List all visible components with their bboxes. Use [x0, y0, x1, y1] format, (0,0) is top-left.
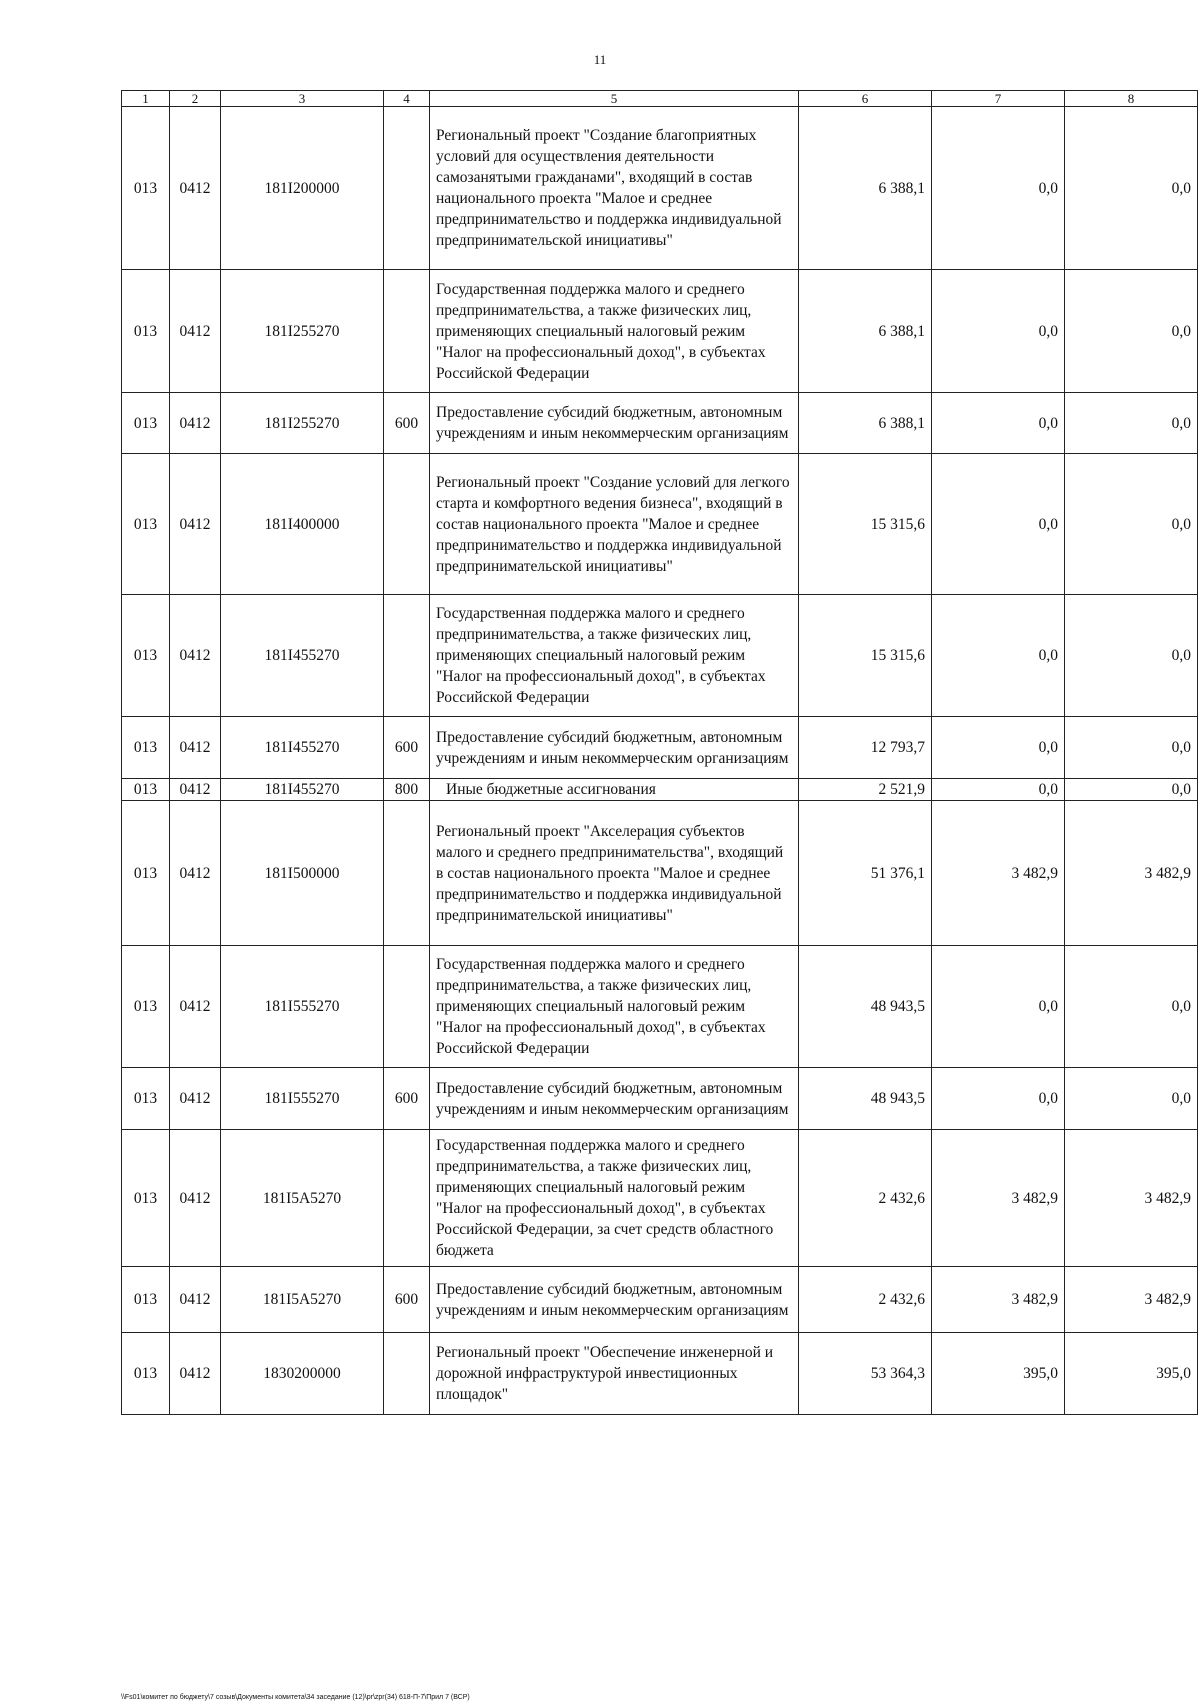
amount-2021-cell: 6 388,1	[799, 107, 932, 270]
item-name-cell: Региональный проект "Обеспечение инженерной и дорожной инфраструктурой инвестиционных площадок"	[430, 1333, 799, 1415]
table-row	[122, 1333, 1198, 1415]
table-row	[122, 1267, 1198, 1333]
amount-2023-cell: 395,0	[1065, 1333, 1198, 1415]
section-code-cell: 0412	[170, 779, 221, 801]
column-header-8: 8	[1065, 91, 1198, 107]
item-name-cell: Иные бюджетные ассигнования	[430, 779, 799, 801]
table-body	[122, 107, 1198, 1415]
budget-code-cell: 013	[122, 454, 170, 595]
table-header	[122, 91, 1198, 107]
amount-2022-cell: 0,0	[932, 393, 1065, 454]
amount-2022-cell: 3 482,9	[932, 1130, 1065, 1267]
expense-type-cell: 600	[384, 393, 430, 454]
section-code-cell: 0412	[170, 717, 221, 779]
section-code-cell: 0412	[170, 1333, 221, 1415]
amount-2022-cell: 0,0	[932, 717, 1065, 779]
amount-2023-cell: 3 482,9	[1065, 1267, 1198, 1333]
budget-code-cell: 013	[122, 717, 170, 779]
expense-type-cell	[384, 1130, 430, 1267]
amount-2022-cell: 0,0	[932, 595, 1065, 717]
item-name-cell: Региональный проект "Создание благоприятных условий для осуществления деятельности самозанятыми гражданами", входящий в состав национального проекта "Малое и среднее предпринимательство и поддержка индивидуальной предпринимательской инициативы"	[430, 107, 799, 270]
section-code-cell: 0412	[170, 801, 221, 946]
column-header-2: 2	[170, 91, 221, 107]
expense-type-cell: 800	[384, 779, 430, 801]
amount-2021-cell: 53 364,3	[799, 1333, 932, 1415]
expense-type-cell	[384, 595, 430, 717]
target-article-cell: 181I255270	[221, 270, 384, 393]
item-name-cell: Предоставление субсидий бюджетным, автономным учреждениям и иным некоммерческим организациям	[430, 1068, 799, 1130]
amount-2022-cell: 3 482,9	[932, 1267, 1065, 1333]
item-name-cell: Государственная поддержка малого и среднего предпринимательства, а также физических лиц, применяющих специальный налоговый режим "Налог на профессиональный доход", в субъектах Российской Федерации	[430, 946, 799, 1068]
table-row	[122, 454, 1198, 595]
item-name-cell: Предоставление субсидий бюджетным, автономным учреждениям и иным некоммерческим организациям	[430, 393, 799, 454]
column-header-3: 3	[221, 91, 384, 107]
amount-2022-cell: 0,0	[932, 454, 1065, 595]
section-code-cell: 0412	[170, 1068, 221, 1130]
budget-code-cell: 013	[122, 1267, 170, 1333]
amount-2022-cell: 0,0	[932, 270, 1065, 393]
column-header-7: 7	[932, 91, 1065, 107]
target-article-cell: 181I455270	[221, 717, 384, 779]
header-row	[122, 91, 1198, 107]
budget-code-cell: 013	[122, 801, 170, 946]
page-number: 11	[593, 52, 607, 67]
table-row	[122, 801, 1198, 946]
section-code-cell: 0412	[170, 595, 221, 717]
column-header-1: 1	[122, 91, 170, 107]
target-article-cell: 181I555270	[221, 1068, 384, 1130]
amount-2021-cell: 15 315,6	[799, 454, 932, 595]
amount-2023-cell: 0,0	[1065, 270, 1198, 393]
amount-2023-cell: 3 482,9	[1065, 801, 1198, 946]
amount-2022-cell: 0,0	[932, 946, 1065, 1068]
table-row	[122, 393, 1198, 454]
budget-code-cell: 013	[122, 1333, 170, 1415]
table-row	[122, 1130, 1198, 1267]
amount-2021-cell: 15 315,6	[799, 595, 932, 717]
budget-code-cell: 013	[122, 779, 170, 801]
amount-2021-cell: 6 388,1	[799, 270, 932, 393]
amount-2022-cell: 395,0	[932, 1333, 1065, 1415]
amount-2021-cell: 48 943,5	[799, 946, 932, 1068]
amount-2023-cell: 0,0	[1065, 107, 1198, 270]
amount-2021-cell: 2 521,9	[799, 779, 932, 801]
budget-code-cell: 013	[122, 1068, 170, 1130]
amount-2021-cell: 48 943,5	[799, 1068, 932, 1130]
table-row	[122, 270, 1198, 393]
table-row	[122, 1068, 1198, 1130]
section-code-cell: 0412	[170, 107, 221, 270]
expense-type-cell: 600	[384, 1068, 430, 1130]
amount-2023-cell: 0,0	[1065, 454, 1198, 595]
budget-code-cell: 013	[122, 1130, 170, 1267]
target-article-cell: 181I5A5270	[221, 1130, 384, 1267]
section-code-cell: 0412	[170, 1267, 221, 1333]
column-header-4: 4	[384, 91, 430, 107]
expense-type-cell	[384, 801, 430, 946]
target-article-cell: 181I455270	[221, 595, 384, 717]
item-name-cell: Государственная поддержка малого и среднего предпринимательства, а также физических лиц, применяющих специальный налоговый режим "Налог на профессиональный доход", в субъектах Российской Федерации	[430, 270, 799, 393]
expense-type-cell	[384, 946, 430, 1068]
amount-2022-cell: 0,0	[932, 107, 1065, 270]
expense-type-cell: 600	[384, 1267, 430, 1333]
amount-2021-cell: 2 432,6	[799, 1267, 932, 1333]
amount-2021-cell: 51 376,1	[799, 801, 932, 946]
column-header-5: 5	[430, 91, 799, 107]
expense-type-cell: 600	[384, 717, 430, 779]
target-article-cell: 181I455270	[221, 779, 384, 801]
table-row	[122, 779, 1198, 801]
budget-code-cell: 013	[122, 107, 170, 270]
column-header-6: 6	[799, 91, 932, 107]
table-row	[122, 946, 1198, 1068]
expense-type-cell	[384, 1333, 430, 1415]
expense-type-cell	[384, 454, 430, 595]
budget-code-cell: 013	[122, 270, 170, 393]
amount-2023-cell: 0,0	[1065, 946, 1198, 1068]
amount-2023-cell: 0,0	[1065, 595, 1198, 717]
amount-2021-cell: 6 388,1	[799, 393, 932, 454]
table-row	[122, 717, 1198, 779]
item-name-cell: Государственная поддержка малого и среднего предпринимательства, а также физических лиц, применяющих специальный налоговый режим "Налог на профессиональный доход", в субъектах Российской Федерации	[430, 595, 799, 717]
item-name-cell: Государственная поддержка малого и среднего предпринимательства, а также физических лиц, применяющих специальный налоговый режим "Налог на профессиональный доход", в субъектах Российской Федерации, за счет средств областного бюджета	[430, 1130, 799, 1267]
item-name-cell: Региональный проект "Акселерация субъектов малого и среднего предпринимательства", входящий в состав национального проекта "Малое и среднее предпринимательство и поддержка индивидуальной предпринимательской инициативы"	[430, 801, 799, 946]
amount-2023-cell: 0,0	[1065, 779, 1198, 801]
amount-2023-cell: 3 482,9	[1065, 1130, 1198, 1267]
budget-code-cell: 013	[122, 393, 170, 454]
section-code-cell: 0412	[170, 270, 221, 393]
budget-code-cell: 013	[122, 946, 170, 1068]
item-name-cell: Предоставление субсидий бюджетным, автономным учреждениям и иным некоммерческим организациям	[430, 1267, 799, 1333]
section-code-cell: 0412	[170, 454, 221, 595]
target-article-cell: 181I400000	[221, 454, 384, 595]
item-name-cell: Региональный проект "Создание условий для легкого старта и комфортного ведения бизнеса", входящий в состав национального проекта "Малое и среднее предпринимательство и поддержка индивидуальной предпринимательской инициативы"	[430, 454, 799, 595]
amount-2023-cell: 0,0	[1065, 717, 1198, 779]
expense-type-cell	[384, 270, 430, 393]
section-code-cell: 0412	[170, 1130, 221, 1267]
table-row	[122, 107, 1198, 270]
item-name-cell: Предоставление субсидий бюджетным, автономным учреждениям и иным некоммерческим организациям	[430, 717, 799, 779]
target-article-cell: 181I5A5270	[221, 1267, 384, 1333]
amount-2023-cell: 0,0	[1065, 1068, 1198, 1130]
expense-type-cell	[384, 107, 430, 270]
budget-table	[121, 90, 1198, 1415]
section-code-cell: 0412	[170, 946, 221, 1068]
target-article-cell: 181I200000	[221, 107, 384, 270]
amount-2021-cell: 12 793,7	[799, 717, 932, 779]
target-article-cell: 181I500000	[221, 801, 384, 946]
amount-2021-cell: 2 432,6	[799, 1130, 932, 1267]
amount-2022-cell: 0,0	[932, 779, 1065, 801]
target-article-cell: 181I555270	[221, 946, 384, 1068]
budget-code-cell: 013	[122, 595, 170, 717]
amount-2022-cell: 3 482,9	[932, 801, 1065, 946]
section-code-cell: 0412	[170, 393, 221, 454]
target-article-cell: 181I255270	[221, 393, 384, 454]
table-row	[122, 595, 1198, 717]
amount-2022-cell: 0,0	[932, 1068, 1065, 1130]
amount-2023-cell: 0,0	[1065, 393, 1198, 454]
target-article-cell: 1830200000	[221, 1333, 384, 1415]
file-path-footer: \\Fs01\комитет по бюджету\7 созыв\Документы комитета\34 заседание (12)\pr\zpr(34) 618-П-7\Прил 7 (ВСР)	[121, 1694, 470, 1701]
